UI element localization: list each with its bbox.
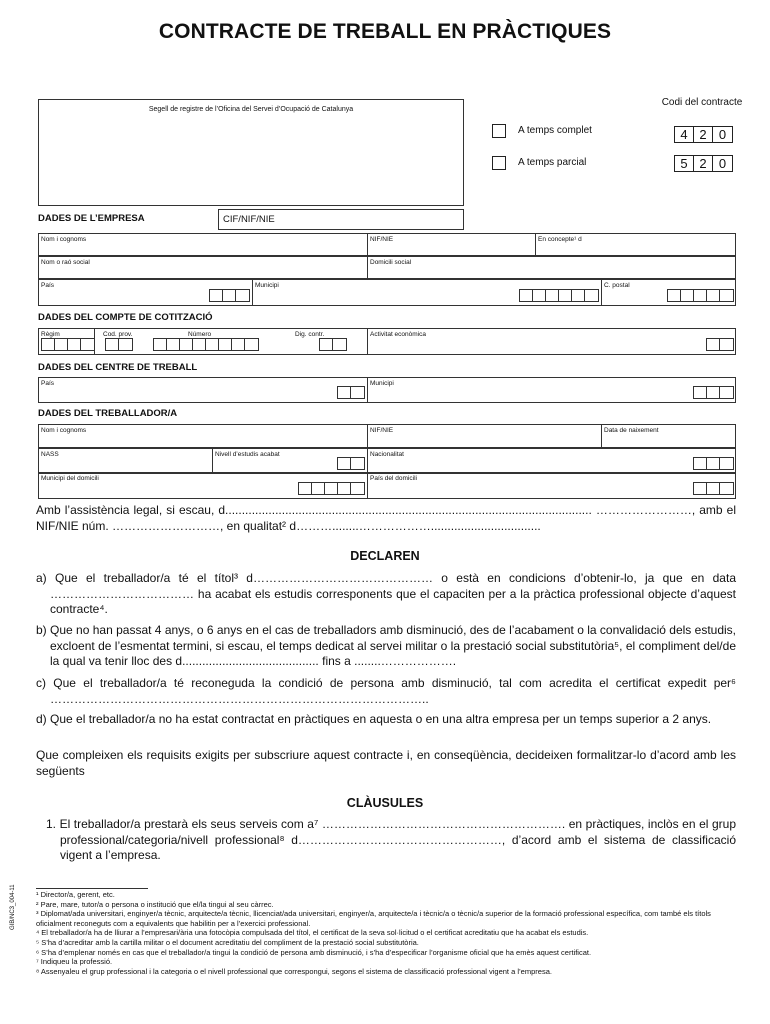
contribution-row xyxy=(38,328,736,355)
workplace-heading: DADES DEL CENTRE DE TREBALL xyxy=(38,362,198,373)
company-name-field[interactable]: Nom i cognoms xyxy=(39,234,368,255)
worker-birthdate-field[interactable]: Data de naixement xyxy=(604,427,659,434)
worker-town-field[interactable]: Municipi del domicili xyxy=(39,473,368,498)
account-number-field[interactable]: Cod. prov. Número xyxy=(95,329,305,354)
legal-assistance-paragraph: Amb l’assistència legal, si escau, d.............................................................................................................. ……………………, amb el NIF/NIE núm. ………………………, en qualitat² d………........………………................................. xyxy=(36,503,736,533)
footnote-divider xyxy=(36,888,148,889)
contribution-heading: DADES DEL COMPTE DE COTITZACIÓ xyxy=(38,312,213,323)
declaration-b: b) Que no han passat 4 anys, o 6 anys en el cas de treballadors amb disminució, des de l’acabament o la convalidació dels estudis, excloent de l’esmentat termini, si escau, el temps dedicat al servei militar o la prestació social substitutòria⁵, el compliment del/de la qual va tenir lloc des d......................................... fins a ........………………. xyxy=(36,623,736,668)
regime-field[interactable]: Règim xyxy=(39,329,95,354)
full-time-code: 4 2 0 xyxy=(674,126,733,143)
worker-row-nass xyxy=(38,448,736,474)
footnotes xyxy=(36,890,736,976)
declaration-a: a) Que el treballador/a té el títol³ d……………………………………… o està en condicions d’obtenir-lo, ja que en data ……………………………… ha acabat els estudis corresponents que el capaciten per a la pràctica professional objecte d’aquest contracte⁴. xyxy=(36,571,736,616)
workplace-country-field[interactable]: País xyxy=(39,378,368,402)
worker-country-field[interactable]: País del domicili xyxy=(368,473,736,498)
full-time-label: A temps complet xyxy=(518,125,592,136)
worker-heading: DADES DEL TREBALLADOR/A xyxy=(38,408,178,419)
declaren-heading: DECLAREN xyxy=(350,549,420,563)
part-time-label: A temps parcial xyxy=(518,157,587,168)
company-country-field[interactable]: País xyxy=(39,280,253,305)
part-time-checkbox[interactable] xyxy=(492,156,506,170)
footnote-6: ⁶ S’ha d’emplenar només en cas que el treballador/a tingui la condició de persona amb disminució, i s’ha d’especificar l’organisme oficial que ha emès aquest certificat. xyxy=(36,947,592,957)
footnote-3: ³ Diplomat/ada universitari, enginyer/a tècnic, arquitecte/a tècnic, llicenciat/ada universitari, enginyer/a, arquitecte/a i tècnic/a o tècnic/a superior de la formació professional específica, com també els títols oficialment reconeguts com a equivalents que habilitin per a l’exercici professional. xyxy=(36,909,711,928)
worker-nif-field[interactable]: NIF/NIE xyxy=(368,425,602,447)
company-nif-field[interactable]: NIF/NIE xyxy=(368,234,536,255)
footnote-1: ¹ Director/a, gerent, etc. xyxy=(36,890,115,899)
registration-stamp-box xyxy=(38,99,464,206)
footnote-4: ⁴ El treballador/a ha de lliurar a l’empresari/ària una fotocòpia compulsada del títol, el certificat de la seva sol·licitud o el certificat acreditatiu que ha acabat els estudis. xyxy=(36,928,589,938)
company-address-field[interactable]: Domicili social xyxy=(370,259,412,266)
workplace-row xyxy=(38,377,736,403)
declaration-d: d) Que el treballador/a no ha estat contractat en pràctiques en aquesta o en una altra empresa per un temps superior a 2 anys. xyxy=(36,712,712,726)
clause-1: 1. El treballador/a prestarà els seus serveis com a⁷ ……………………………………………………. en pràctiques, inclòs en el grup professional/categoria/nivell professional⁸ d……………………………………………, d’acord amb el sistema de classificació vigent a l’empresa. xyxy=(46,817,736,862)
worker-row-name xyxy=(38,424,736,448)
clausules-heading: CLÀUSULES xyxy=(346,796,424,810)
stamp-label: Segell de registre de l’Oficina del Servei d’Ocupació de Catalunya xyxy=(148,106,354,113)
control-digit-field[interactable]: Dig. contr. xyxy=(293,329,368,354)
page-title: CONTRACTE DE TREBALL EN PRÀCTIQUES xyxy=(158,20,612,43)
worker-education-field[interactable]: Nivell d’estudis acabat xyxy=(213,449,368,473)
worker-row-domicile xyxy=(38,472,736,499)
worker-nationality-field[interactable]: Nacionalitat xyxy=(368,449,736,473)
part-time-code: 5 2 0 xyxy=(674,155,733,172)
form-code: GIB/NC3_004-11 xyxy=(10,884,16,930)
worker-name-field[interactable]: Nom i cognoms xyxy=(39,425,368,447)
footnote-8: ⁸ Assenyaleu el grup professional i la categoria o el nivell professional que correspongui, segons el sistema de classificació professional vigent a l’empresa. xyxy=(36,966,552,976)
contract-code-header: Codi del contracte xyxy=(661,97,743,108)
company-row-name xyxy=(38,233,736,256)
workplace-town-field[interactable]: Municipi xyxy=(368,378,736,402)
footnote-5: ⁵ S’ha d’acreditar amb la cartilla militar o el document acreditatiu del compliment de la prestació social substitutòria. xyxy=(36,937,419,947)
company-row-social xyxy=(38,256,736,279)
company-legal-name-field[interactable]: Nom o raó social xyxy=(39,257,368,278)
company-town-field[interactable]: Municipi xyxy=(253,280,602,305)
declaration-c: c) Que el treballador/a té reconeguda la condició de persona amb disminució, tal com acredita el certificat expedit per⁶ ………………………………………………………………………………….. xyxy=(36,676,736,706)
footnote-2: ² Pare, mare, tutor/a o persona o institució que el/la tingui al seu càrrec. xyxy=(36,899,274,909)
footnote-7: ⁷ Indiqueu la professió. xyxy=(36,957,113,967)
company-postcode-field[interactable]: C. postal xyxy=(602,280,736,305)
cif-field[interactable]: CIF/NIF/NIE xyxy=(218,209,464,230)
worker-nass-field[interactable]: NASS xyxy=(39,449,213,473)
full-time-checkbox[interactable] xyxy=(492,124,506,138)
requirements-paragraph: Que compleixen els requisits exigits per subscriure aquest contracte i, en conseqüència, decideixen formalitzar-lo d’acord amb les següents xyxy=(36,748,736,778)
economic-activity-field[interactable]: Activitat econòmica xyxy=(368,329,736,354)
company-heading: DADES DE L’EMPRESA xyxy=(38,213,145,224)
company-row-location xyxy=(38,279,736,306)
company-concept-field[interactable]: En concepte¹ d xyxy=(538,236,582,243)
